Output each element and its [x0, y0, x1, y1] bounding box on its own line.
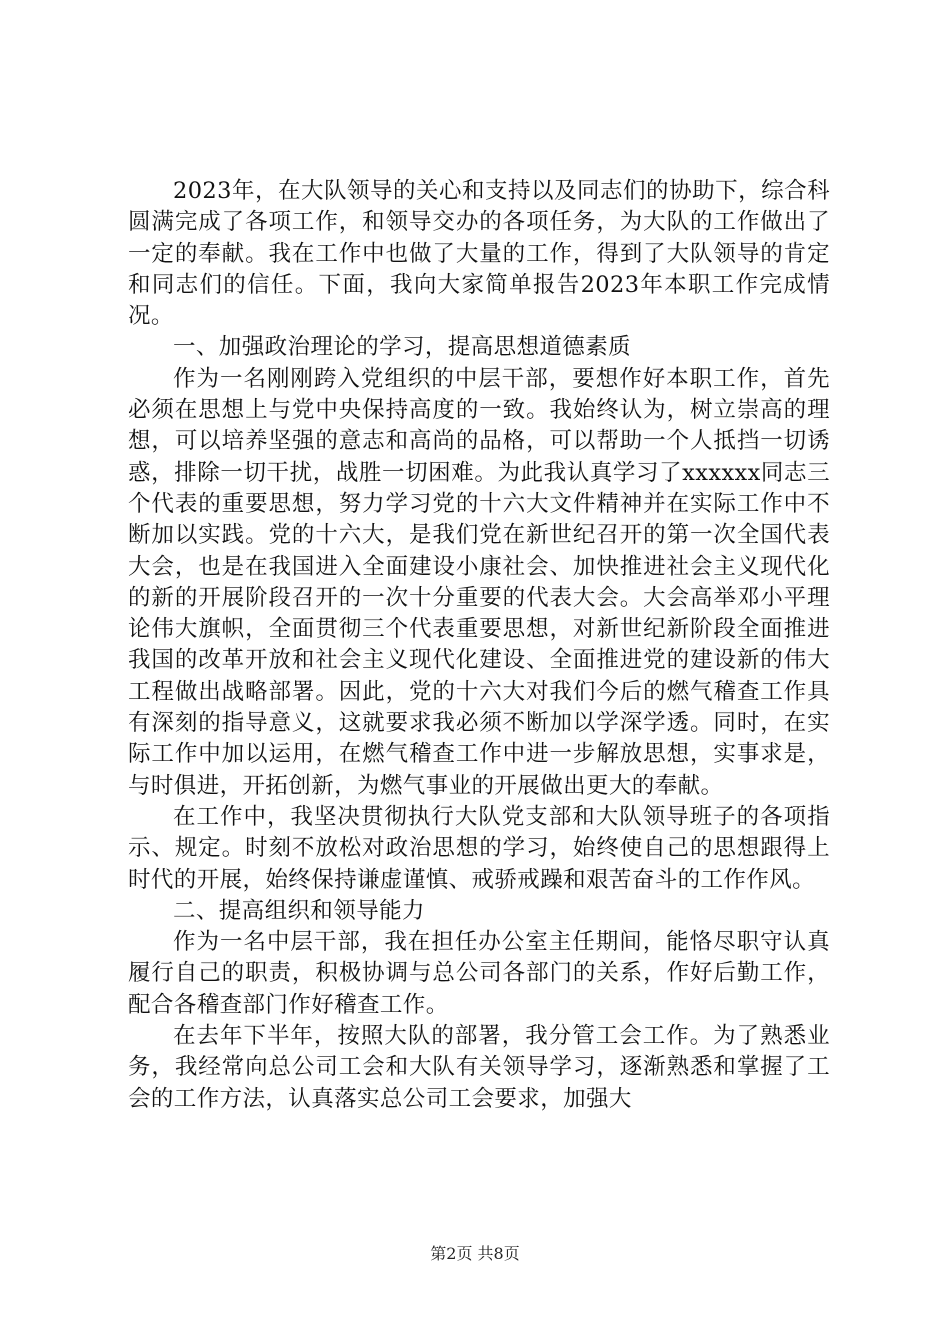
- page-number-footer: 第2页 共8页: [430, 1244, 520, 1263]
- document-body: [128, 176, 830, 1115]
- paragraph-work-conduct: 在工作中，我坚决贯彻执行大队党支部和大队领导班子的各项指示、规定。时刻不放松对政治思想的学习，始终使自己的思想跟得上时代的开展，始终保持谦虚谨慎、戒骄戒躁和艰苦奋斗的工作作风。: [128, 803, 830, 893]
- paragraph-political-study: 作为一名刚刚跨入党组织的中层干部，要想作好本职工作，首先必须在思想上与党中央保持高度的一致。我始终认为，树立崇高的理想，可以培养坚强的意志和高尚的品格，可以帮助一个人抵挡一切诱惑，排除一切干扰，战胜一切困难。为此我认真学习了xxxxxx同志三个代表的重要思想，努力学习党的十六大文件精神并在实际工作中不断加以实践。党的十六大，是我们党在新世纪召开的第一次全国代表大会，也是在我国进入全面建设小康社会、加快推进社会主义现代化的新的开展阶段召开的一次十分重要的代表大会。大会高举邓小平理论伟大旗帜，全面贯彻三个代表重要思想，对新世纪新阶段全面推进我国的改革开放和社会主义现代化建设、全面推进党的建设新的伟大工程做出战略部署。因此，党的十六大对我们今后的燃气稽查工作具有深刻的指导意义，这就要求我必须不断加以学深学透。同时，在实际工作中加以运用，在燃气稽查工作中进一步解放思想，实事求是，与时俱进，开拓创新，为燃气事业的开展做出更大的奉献。: [128, 365, 830, 799]
- section-heading-2: 二、提高组织和领导能力: [173, 897, 425, 924]
- paragraph-union-work: 在去年下半年，按照大队的部署，我分管工会工作。为了熟悉业务，我经常向总公司工会和大队有关领导学习，逐渐熟悉和掌握了工会的工作方法，认真落实总公司工会要求，加强大: [128, 1023, 830, 1112]
- section-heading-1: 一、加强政治理论的学习，提高思想道德素质: [173, 334, 632, 361]
- paragraph-office-director: 作为一名中层干部，我在担任办公室主任期间，能恪尽职守认真履行自己的职责，积极协调与总公司各部门的关系，作好后勤工作，配合各稽查部门作好稽查工作。: [128, 929, 830, 1018]
- paragraph-intro: 2023年，在大队领导的关心和支持以及同志们的协助下，综合科圆满完成了各项工作，和领导交办的各项任务，为大队的工作做出了一定的奉献。我在工作中也做了大量的工作，得到了大队领导的肯定和同志们的信任。下面，我向大家简单报告2023年本职工作完成情况。: [128, 178, 830, 330]
